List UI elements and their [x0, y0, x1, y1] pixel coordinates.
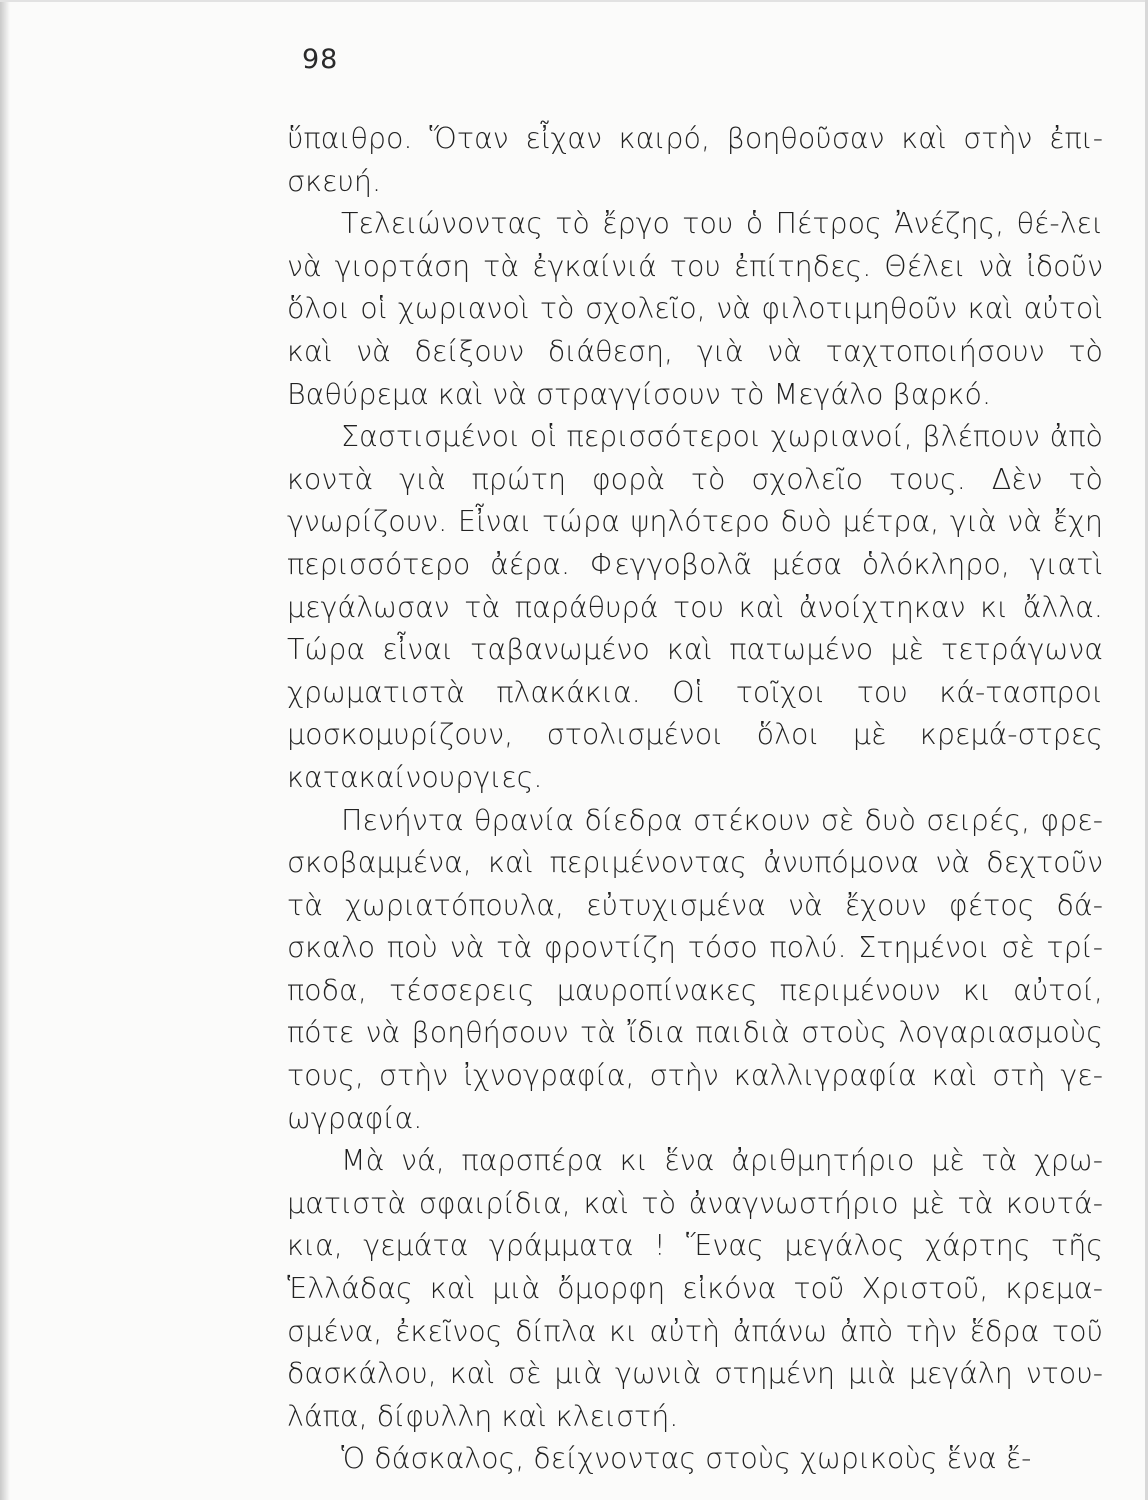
paragraph-3: Σαστισμένοι οἱ περισσότεροι χωριανοί, βλέπουν ἀπὸ κοντὰ γιὰ πρώτη φορὰ τὸ σχολεῖο τους. Δὲν τὸ γνωρίζουν. Εἶναι τώρα ψηλότερο δυὸ μέτρα, γιὰ νὰ ἔχη περισσότερο ἀέρα. Φεγγοβολᾶ μέσα ὁλόκληρο, γιατὶ μεγάλωσαν τὰ παράθυρά του καὶ ἀνοίχτηκαν κι ἄλλα. Τώρα εἶναι ταβανωμένο καὶ πατωμένο μὲ τετράγωνα χρωματιστὰ πλακάκια. Οἱ τοῖχοι του κά-τασπροι μοσκομυρίζουν, στολισμένοι ὅλοι μὲ κρεμά-στρες κατακαίνουργιες. [287, 420, 1103, 794]
body-text [287, 118, 1103, 1481]
page-top-edge [0, 0, 1148, 2]
paragraph-4: Πενήντα θρανία δίεδρα στέκουν σὲ δυὸ σειρές, φρε-σκοβαμμένα, καὶ περιμένοντας ἀνυπόμονα νὰ δεχτοῦν τὰ χωριατόπουλα, εὐτυχισμένα νὰ ἔχουν φέτος δά-σκαλο ποὺ νὰ τὰ φροντίζη τόσο πολύ. Στημένοι σὲ τρί-ποδα, τέσσερεις μαυροπίνακες περιμένουν κι αὐτοί, πότε νὰ βοηθήσουν τὰ ἴδια παιδιὰ στοὺς λογαριασμοὺς τους, στὴν ἰχνογραφία, στὴν καλλιγραφία καὶ στὴ γε-ωγραφία. [287, 803, 1103, 1135]
paragraph-6: Ὁ δάσκαλος, δείχνοντας στοὺς χωρικοὺς ἕνα ἔ- [341, 1442, 1032, 1476]
paragraph-2: Τελειώνοντας τὸ ἔργο του ὁ Πέτρος Ἀνέζης, θέ-λει νὰ γιορτάση τὰ ἐγκαίνιά του ἐπίτηδες. Θέλει νὰ ἰδοῦν ὅλοι οἱ χωριανοὶ τὸ σχολεῖο, νὰ φιλοτιμηθοῦν καὶ αὐτοὶ καὶ νὰ δείξουν διάθεση, γιὰ νὰ ταχτοποιήσουν τὸ Βαθύρεμα καὶ νὰ στραγγίσουν τὸ Μεγάλο βαρκό. [287, 207, 1103, 411]
spine-shadow [0, 0, 10, 1500]
paragraph-1: ὕπαιθρο. Ὅταν εἶχαν καιρό, βοηθοῦσαν καὶ στὴν ἐπι-σκευή. [287, 122, 1103, 198]
paragraph-5: Μὰ νά, παρσπέρα κι ἕνα ἀριθμητήριο μὲ τὰ χρω-ματιστὰ σφαιρίδια, καὶ τὸ ἀναγνωστήριο μὲ τὰ κουτά-κια, γεμάτα γράμματα ! Ἕνας μεγάλος χάρτης τῆς Ἑλλάδας καὶ μιὰ ὄμορφη εἰκόνα τοῦ Χριστοῦ, κρεμα-σμένα, ἐκεῖνος δίπλα κι αὐτὴ ἀπάνω ἀπὸ τὴν ἕδρα τοῦ δασκάλου, καὶ σὲ μιὰ γωνιὰ στημένη μιὰ μεγάλη ντου-λάπα, δίφυλλη καὶ κλειστή. [287, 1144, 1103, 1433]
page-number: 98 [302, 44, 339, 75]
